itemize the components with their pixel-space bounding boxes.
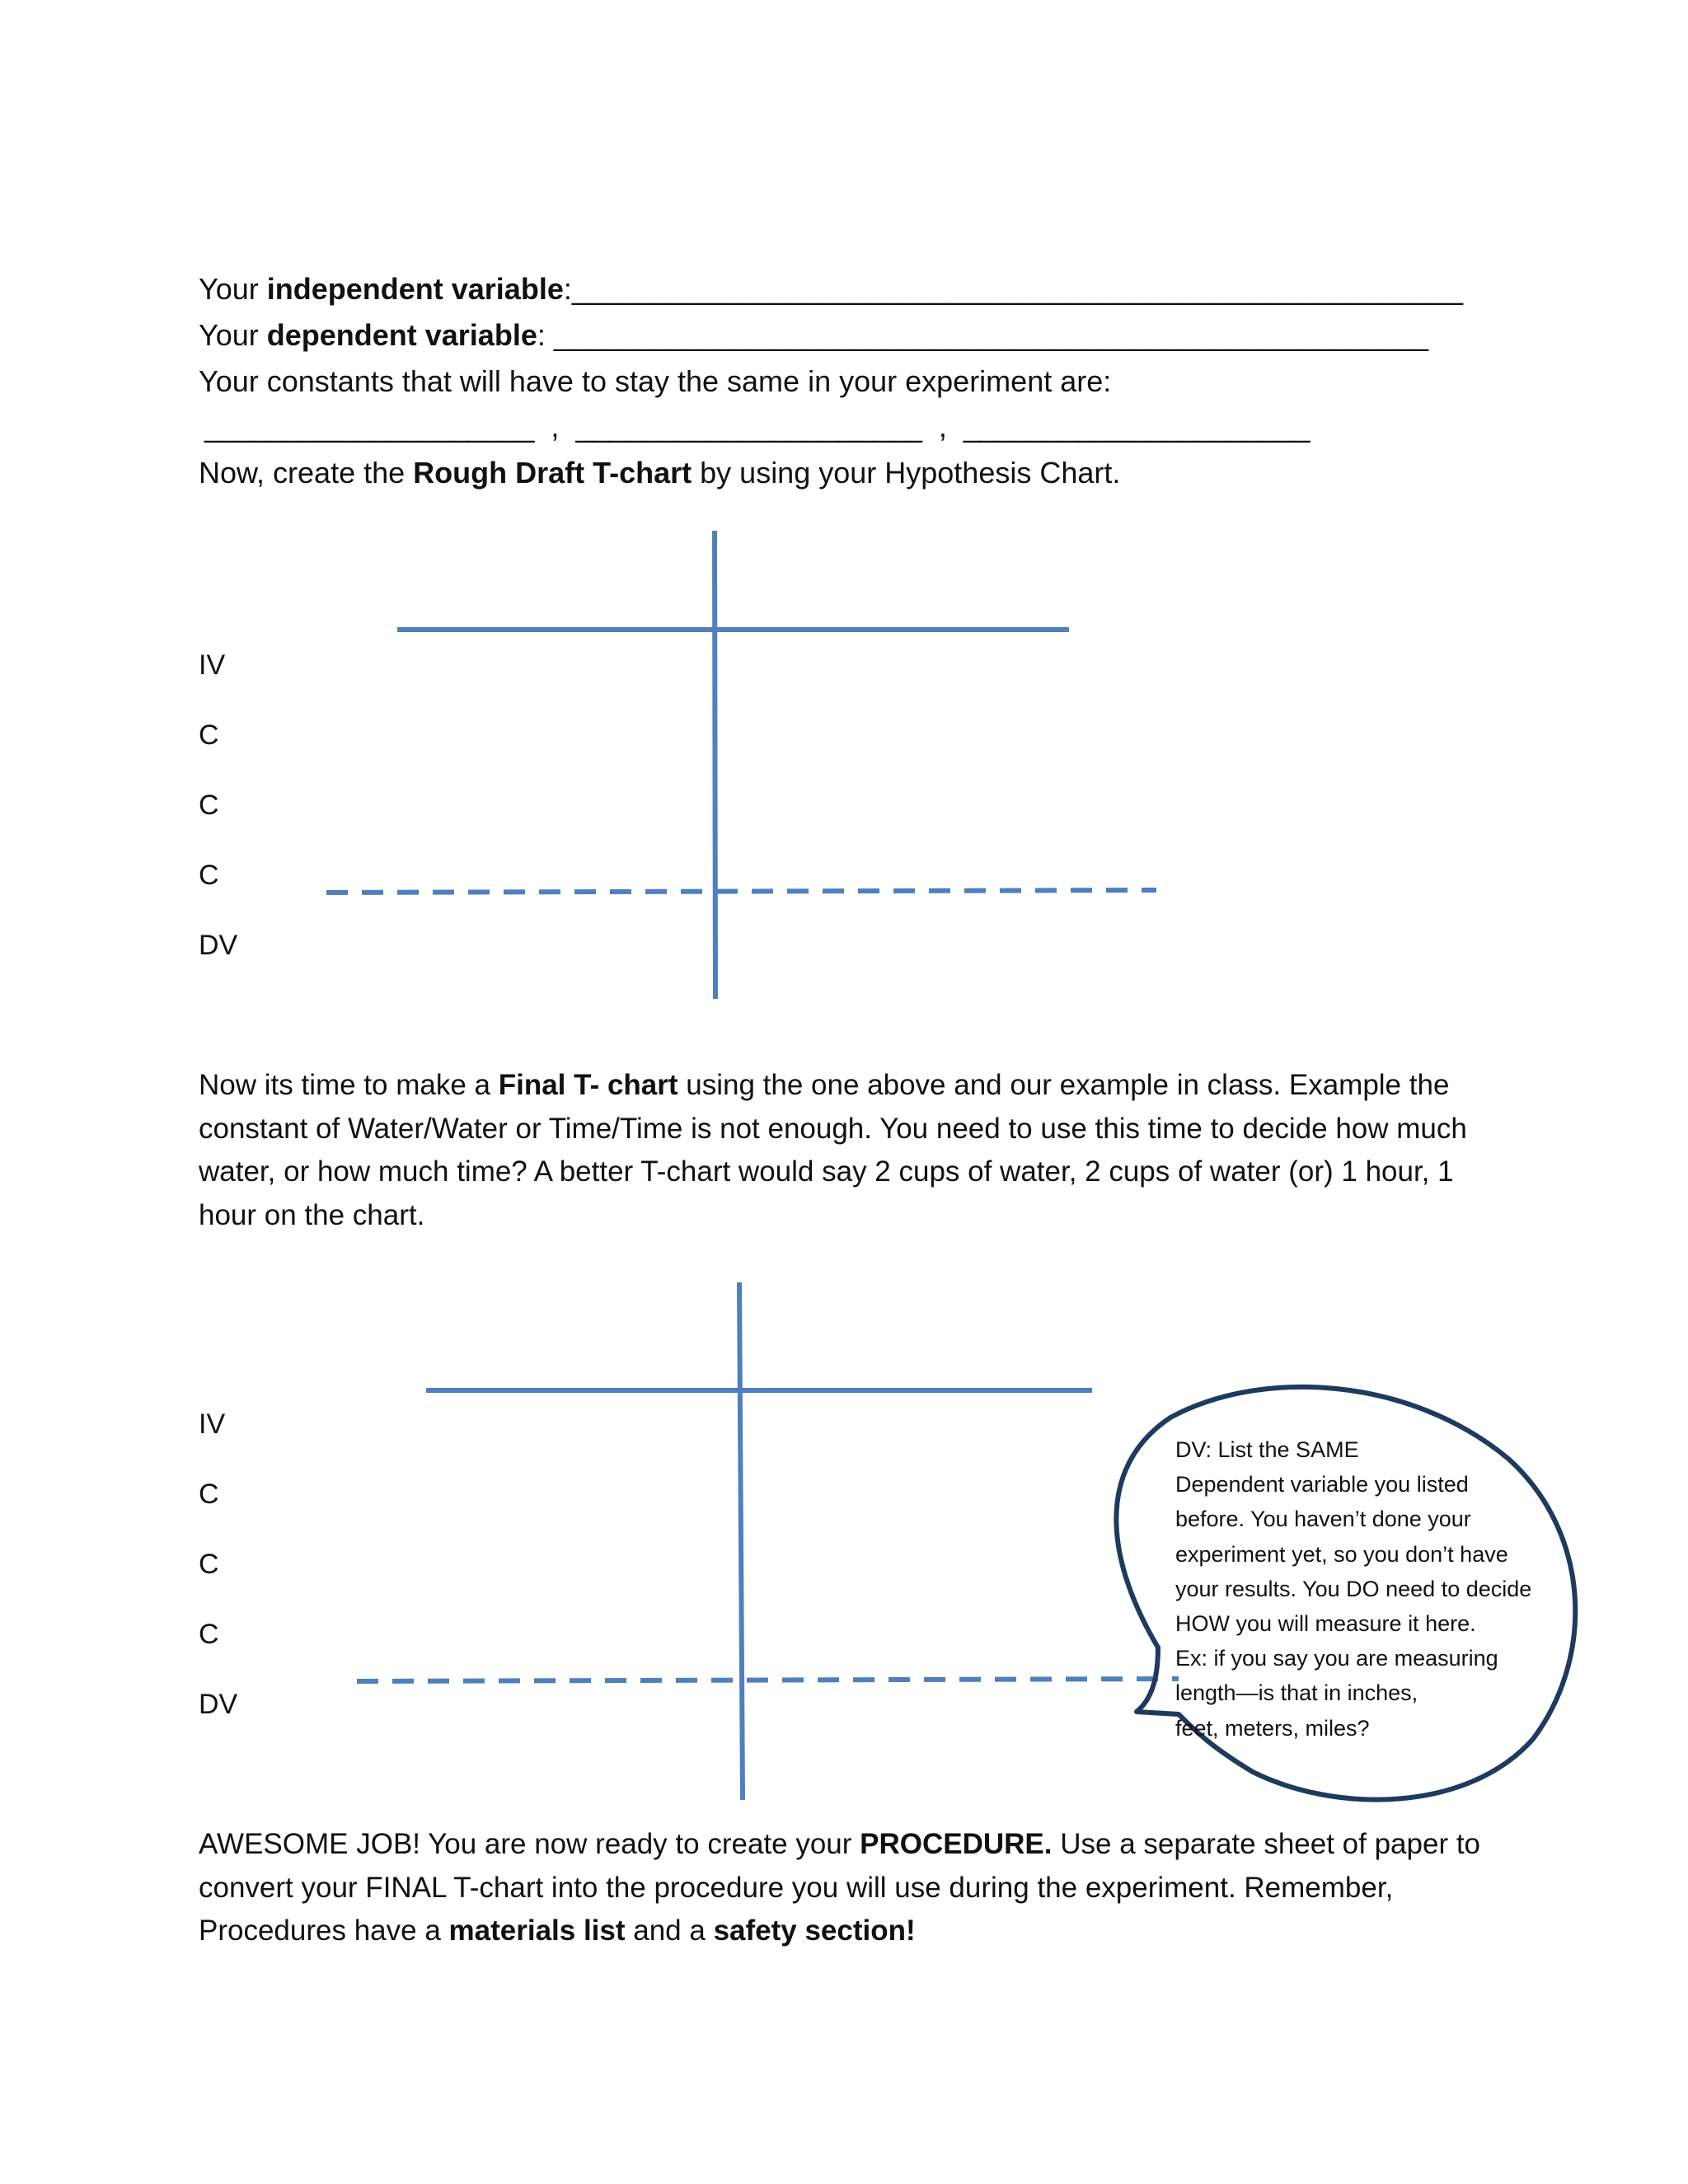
rough-post: by using your Hypothesis Chart. bbox=[692, 456, 1121, 490]
callout-line: your results. You DO need to decide bbox=[1175, 1576, 1532, 1601]
callout-line: experiment yet, so you don’t have bbox=[1175, 1541, 1508, 1567]
closing-procedure: PROCEDURE. bbox=[860, 1828, 1053, 1860]
final-post: using the one above and our example in class. Example the constant of Water/Water or Time/Time is not enough. You need to use this time to decide how much water, or how much time? A better T-chart would say 2 cups of water, 2 cups of water (or) 1 hour, 1 hour on the chart. bbox=[199, 1069, 1467, 1231]
rough-dashed-line bbox=[326, 890, 1156, 893]
closing-safety-section: safety section! bbox=[713, 1915, 916, 1947]
final-vertical-line bbox=[739, 1282, 743, 1800]
callout-line: Dependent variable you listed bbox=[1175, 1472, 1469, 1497]
callout-line: HOW you will measure it here. bbox=[1175, 1611, 1476, 1637]
iv-suffix: : bbox=[563, 272, 572, 306]
closing-text-2: Use a separate sheet of paper to convert your FINAL T-chart into the procedure you will use during the experiment. Remember, Procedures have a bbox=[199, 1828, 1481, 1947]
final-label-dv: DV bbox=[199, 1689, 238, 1720]
closing-paragraph bbox=[199, 1823, 1484, 1953]
constants-prompt: Your constants that will have to stay the same in your experiment are: bbox=[199, 364, 1112, 398]
callout-line: length—is that in inches, bbox=[1175, 1680, 1418, 1706]
final-pre: Now its time to make a bbox=[199, 1069, 499, 1101]
callout-text bbox=[1175, 1432, 1551, 1746]
final-label-c1: C bbox=[199, 1479, 219, 1510]
final-label-c2: C bbox=[199, 1549, 219, 1580]
closing-materials-list: materials list bbox=[448, 1915, 626, 1947]
rough-draft-t-chart bbox=[326, 531, 1156, 999]
rough-label-iv: IV bbox=[199, 649, 226, 681]
rough-label-c1: C bbox=[199, 719, 219, 751]
iv-prefix: Your bbox=[199, 272, 267, 306]
rough-label-dv: DV bbox=[199, 930, 238, 961]
callout-line: Ex: if you say you are measuring bbox=[1175, 1646, 1498, 1671]
final-dashed-line bbox=[357, 1679, 1179, 1681]
rough-label-c3: C bbox=[199, 860, 219, 891]
callout-line: feet, meters, miles? bbox=[1175, 1715, 1370, 1741]
iv-blank[interactable]: ______________________________________________________ bbox=[571, 272, 1464, 306]
rough-label-c2: C bbox=[199, 790, 219, 821]
constants-blanks[interactable]: ____________________ , _____________________ , _____________________ bbox=[204, 410, 1311, 443]
final-label-c3: C bbox=[199, 1619, 219, 1650]
iv-label: independent variable bbox=[266, 272, 564, 306]
dv-blank[interactable]: _____________________________________________________ bbox=[553, 318, 1429, 352]
dv-suffix: : bbox=[537, 318, 554, 352]
rough-bold: Rough Draft T-chart bbox=[413, 456, 692, 490]
callout-line: DV: List the SAME bbox=[1175, 1437, 1359, 1462]
rough-pre: Now, create the bbox=[199, 456, 414, 490]
dv-prefix: Your bbox=[199, 318, 267, 352]
final-bold: Final T- chart bbox=[498, 1069, 678, 1101]
closing-text-1: AWESOME JOB! You are now ready to create your bbox=[199, 1828, 860, 1860]
callout-line: before. You haven’t done your bbox=[1175, 1507, 1471, 1532]
final-t-chart bbox=[357, 1282, 1179, 1800]
final-t-chart-instruction bbox=[199, 1064, 1484, 1237]
closing-text-3: and a bbox=[625, 1915, 714, 1947]
final-label-iv: IV bbox=[199, 1408, 226, 1440]
dv-label: dependent variable bbox=[266, 318, 537, 352]
